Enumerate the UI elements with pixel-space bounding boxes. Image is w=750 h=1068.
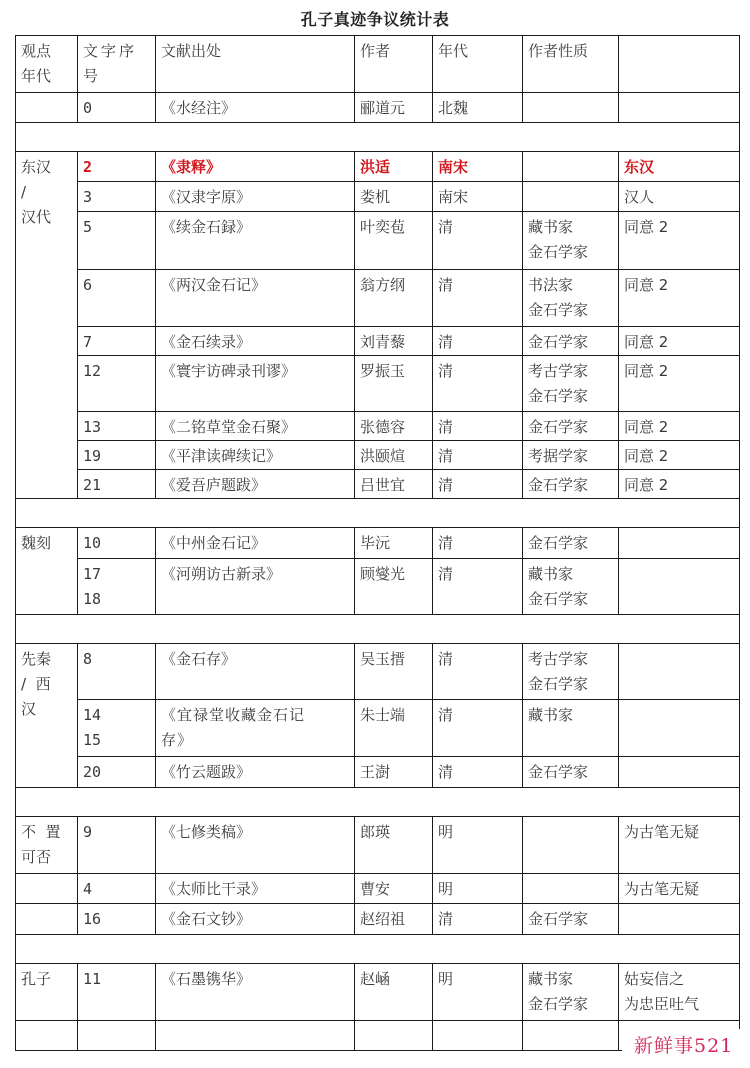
source-cell: 《金石续录》 <box>156 327 355 356</box>
group-label-xianqin: 先秦 / 西 汉 <box>16 644 78 788</box>
source-cell: 《续金石録》 <box>156 212 355 270</box>
table-row <box>16 817 740 874</box>
nature-cell: 考古学家 金石学家 <box>523 356 619 412</box>
author-cell: 罗振玉 <box>355 356 433 412</box>
seq-cell: 2 <box>78 152 156 182</box>
author-cell: 王澍 <box>355 757 433 788</box>
era-cell: 清 <box>433 904 523 935</box>
source-cell: 《七修类稿》 <box>156 817 355 874</box>
author-cell: 毕沅 <box>355 528 433 559</box>
seq-cell: 0 <box>78 93 156 123</box>
era-cell: 南宋 <box>433 182 523 212</box>
nature-cell: 金石学家 <box>523 757 619 788</box>
seq-cell: 12 <box>78 356 156 412</box>
author-cell: 叶奕苞 <box>355 212 433 270</box>
era-cell: 清 <box>433 700 523 757</box>
note-cell: 同意 2 <box>619 270 740 327</box>
table-row <box>16 904 740 935</box>
nature-cell: 金石学家 <box>523 470 619 499</box>
era-cell: 清 <box>433 528 523 559</box>
group-separator <box>16 499 740 528</box>
group-label-donghan: 东汉 / 汉代 <box>16 152 78 499</box>
seq-cell: 14 15 <box>78 700 156 757</box>
source-cell: 《二铭草堂金石聚》 <box>156 412 355 441</box>
table-row <box>16 441 740 470</box>
seq-cell: 5 <box>78 212 156 270</box>
header-era: 年代 <box>433 36 523 93</box>
era-cell: 清 <box>433 644 523 700</box>
group-separator <box>16 788 740 817</box>
table-row <box>16 327 740 356</box>
table-row <box>16 412 740 441</box>
author-cell: 吕世宜 <box>355 470 433 499</box>
seq-cell: 9 <box>78 817 156 874</box>
source-cell: 《中州金石记》 <box>156 528 355 559</box>
author-cell: 顾燮光 <box>355 559 433 615</box>
source-cell: 《水经注》 <box>156 93 355 123</box>
nature-cell: 藏书家 金石学家 <box>523 559 619 615</box>
era-cell: 南宋 <box>433 152 523 182</box>
nature-cell: 藏书家 <box>523 700 619 757</box>
note-cell: 姑妄信之 为忠臣吐气 <box>619 964 740 1021</box>
table-row <box>16 528 740 559</box>
era-cell: 清 <box>433 470 523 499</box>
author-cell: 洪颐煊 <box>355 441 433 470</box>
seq-cell: 10 <box>78 528 156 559</box>
group-separator <box>16 935 740 964</box>
era-cell: 清 <box>433 356 523 412</box>
author-cell: 赵崡 <box>355 964 433 1021</box>
table-row <box>16 470 740 499</box>
nature-cell: 考古学家 金石学家 <box>523 644 619 700</box>
seq-cell: 19 <box>78 441 156 470</box>
nature-cell: 藏书家 金石学家 <box>523 212 619 270</box>
author-cell: 曹安 <box>355 874 433 904</box>
note-cell: 同意 2 <box>619 441 740 470</box>
group-separator <box>16 615 740 644</box>
table-row <box>16 757 740 788</box>
author-cell: 洪适 <box>355 152 433 182</box>
note-cell: 同意 2 <box>619 356 740 412</box>
source-cell: 《金石文钞》 <box>156 904 355 935</box>
table-row <box>16 644 740 700</box>
note-cell: 东汉 <box>619 152 740 182</box>
note-cell: 为古笔无疑 <box>619 874 740 904</box>
author-cell: 郎瑛 <box>355 817 433 874</box>
seq-cell: 7 <box>78 327 156 356</box>
header-seq: 文字序 号 <box>78 36 156 93</box>
era-cell: 明 <box>433 964 523 1021</box>
seq-cell: 17 18 <box>78 559 156 615</box>
nature-cell: 金石学家 <box>523 327 619 356</box>
note-cell: 同意 2 <box>619 327 740 356</box>
group-label-weike: 魏刻 <box>16 528 78 615</box>
table-row <box>16 152 740 182</box>
author-cell: 朱士端 <box>355 700 433 757</box>
seq-cell: 11 <box>78 964 156 1021</box>
note-cell: 为古笔无疑 <box>619 817 740 874</box>
source-cell: 《隶释》 <box>156 152 355 182</box>
table-row <box>16 212 740 270</box>
table-row <box>16 182 740 212</box>
author-cell: 刘青藜 <box>355 327 433 356</box>
nature-cell: 考据学家 <box>523 441 619 470</box>
table-row <box>16 356 740 412</box>
era-cell: 明 <box>433 874 523 904</box>
note-cell: 同意 2 <box>619 412 740 441</box>
header-source: 文献出处 <box>156 36 355 93</box>
nature-cell: 金石学家 <box>523 904 619 935</box>
era-cell: 清 <box>433 412 523 441</box>
table-row <box>16 874 740 904</box>
header-author: 作者 <box>355 36 433 93</box>
author-cell: 翁方纲 <box>355 270 433 327</box>
era-cell: 清 <box>433 441 523 470</box>
era-cell: 清 <box>433 212 523 270</box>
author-cell: 郦道元 <box>355 93 433 123</box>
seq-cell: 4 <box>78 874 156 904</box>
nature-cell: 金石学家 <box>523 528 619 559</box>
source-cell: 《竹云题跋》 <box>156 757 355 788</box>
group-label-buzhi: 不 置 可否 <box>16 817 78 874</box>
nature-cell: 藏书家 金石学家 <box>523 964 619 1021</box>
source-cell: 《金石存》 <box>156 644 355 700</box>
seq-cell: 16 <box>78 904 156 935</box>
seq-cell: 3 <box>78 182 156 212</box>
group-label-kongzi: 孔子 <box>16 964 78 1021</box>
table-row <box>16 964 740 1021</box>
header-nature: 作者性质 <box>523 36 619 93</box>
seq-cell: 20 <box>78 757 156 788</box>
header-note <box>619 36 740 93</box>
table-row <box>16 700 740 757</box>
note-cell: 同意 2 <box>619 470 740 499</box>
source-cell: 《河朔访古新录》 <box>156 559 355 615</box>
source-cell: 《平津读碑续记》 <box>156 441 355 470</box>
seq-cell: 21 <box>78 470 156 499</box>
era-cell: 北魏 <box>433 93 523 123</box>
era-cell: 清 <box>433 559 523 615</box>
source-cell: 《爱吾庐题跋》 <box>156 470 355 499</box>
group-separator <box>16 123 740 152</box>
nature-cell: 书法家 金石学家 <box>523 270 619 327</box>
note-cell: 同意 2 <box>619 212 740 270</box>
header-row <box>16 36 740 93</box>
era-cell: 明 <box>433 817 523 874</box>
author-cell: 赵绍祖 <box>355 904 433 935</box>
controversy-table <box>15 35 740 1051</box>
nature-cell: 金石学家 <box>523 412 619 441</box>
page-title: 孔子真迹争议统计表 <box>300 10 450 29</box>
source-cell: 《太师比干录》 <box>156 874 355 904</box>
header-view-era: 观点 年代 <box>16 36 78 93</box>
seq-cell: 13 <box>78 412 156 441</box>
seq-cell: 8 <box>78 644 156 700</box>
watermark-logo: 新鲜事521 <box>622 1029 750 1068</box>
table-row <box>16 559 740 615</box>
author-cell: 吴玉搢 <box>355 644 433 700</box>
era-cell: 清 <box>433 270 523 327</box>
era-cell: 清 <box>433 757 523 788</box>
author-cell: 娄机 <box>355 182 433 212</box>
seq-cell: 6 <box>78 270 156 327</box>
source-cell: 《宜禄堂收藏金石记 存》 <box>156 700 355 757</box>
era-cell: 清 <box>433 327 523 356</box>
table-row <box>16 93 740 123</box>
source-cell: 《石墨镌华》 <box>156 964 355 1021</box>
author-cell: 张德容 <box>355 412 433 441</box>
table-row <box>16 270 740 327</box>
source-cell: 《寰宇访碑录刊谬》 <box>156 356 355 412</box>
note-cell: 汉人 <box>619 182 740 212</box>
source-cell: 《两汉金石记》 <box>156 270 355 327</box>
source-cell: 《汉隶字原》 <box>156 182 355 212</box>
